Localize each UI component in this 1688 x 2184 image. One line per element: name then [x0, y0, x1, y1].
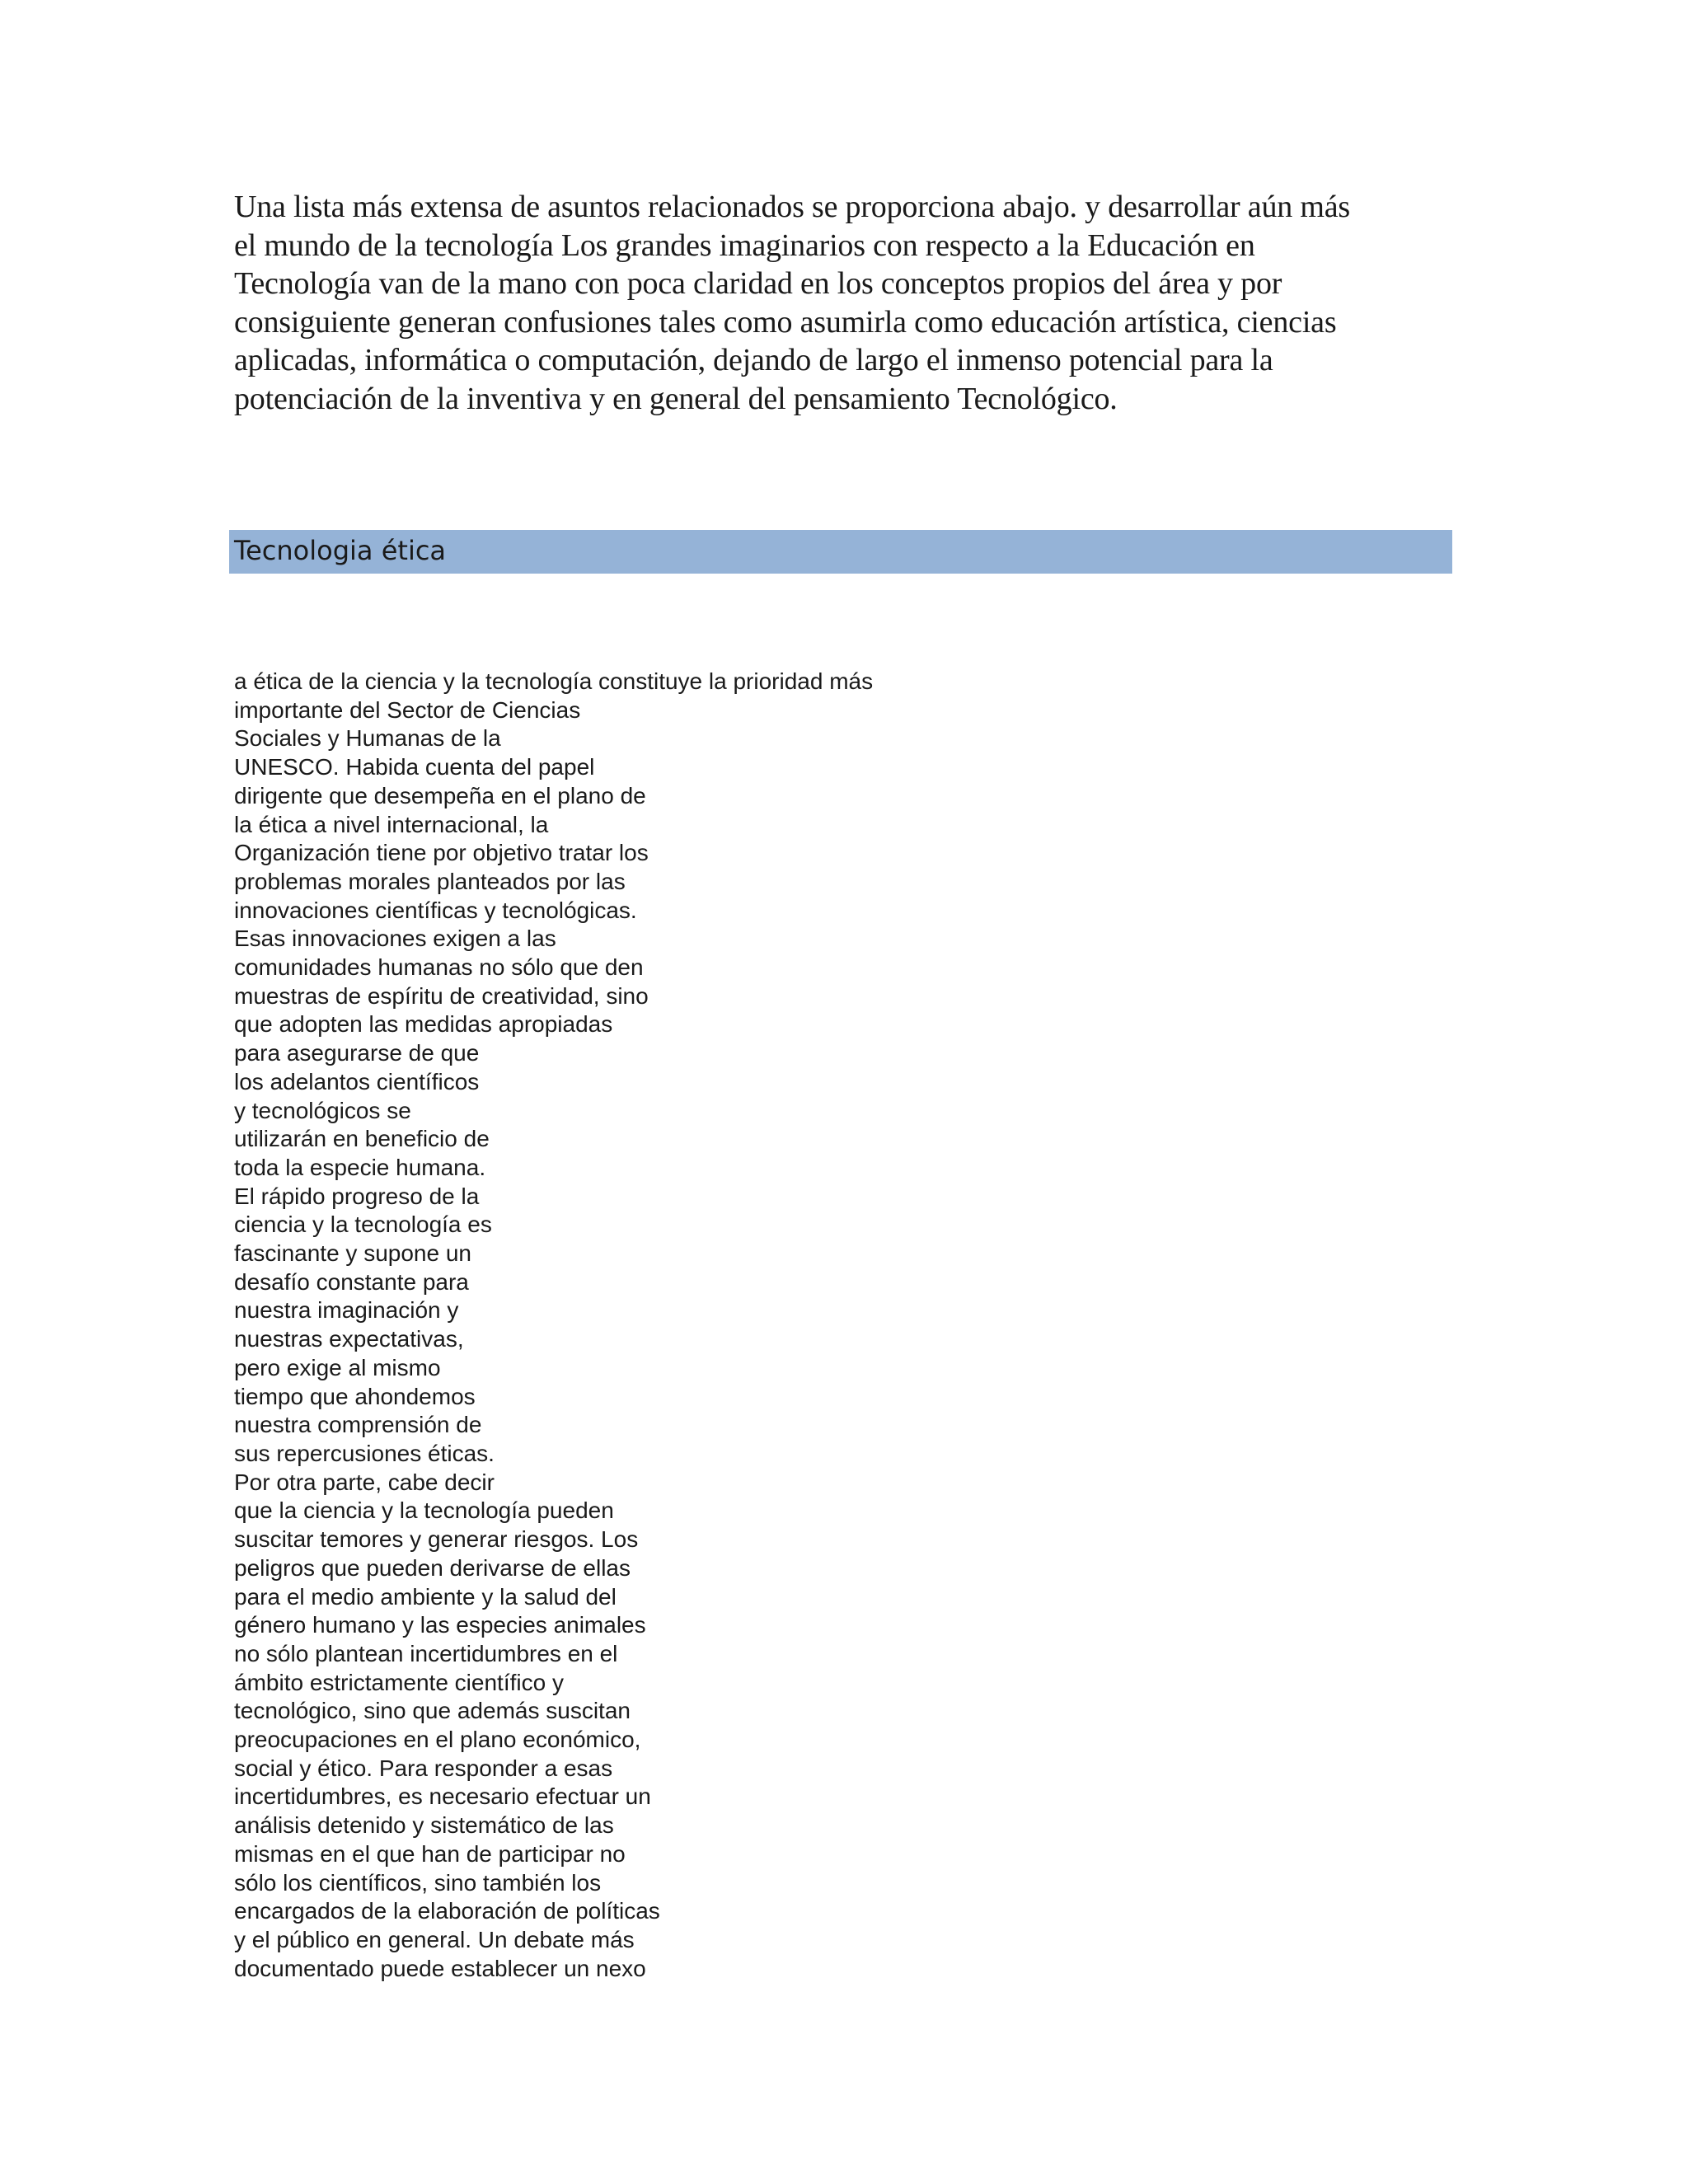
body-text-line: Sociales y Humanas de la [234, 725, 501, 752]
body-text-line: muestras de espíritu de creatividad, sino [234, 982, 649, 1009]
body-text-line: comunidades humanas no sólo que den [234, 954, 644, 981]
body-text-line: que adopten las medidas apropiadas [234, 1011, 613, 1038]
body-text-line: preocupaciones en el plano económico, [234, 1727, 641, 1753]
body-text-line: incertidumbres, es necesario efectuar un [234, 1783, 651, 1810]
body-text-line: mismas en el que han de participar no [234, 1840, 626, 1867]
body-text-line: El rápido progreso de la [234, 1183, 480, 1209]
body-text-line: UNESCO. Habida cuenta del papel [234, 754, 595, 780]
body-text-line: pero exige al mismo [234, 1354, 441, 1380]
body-text-line: para asegurarse de que [234, 1040, 480, 1066]
body-text-line: a ética de la ciencia y la tecnología constituye la prioridad más [234, 668, 874, 694]
body-text-line: documentado puede establecer un nexo [234, 1955, 646, 1981]
intro-text-line: consiguiente generan confusiones tales como asumirla como educación artística, ciencias [234, 304, 1337, 340]
intro-paragraph [234, 188, 1437, 418]
intro-text-line: el mundo de la tecnología Los grandes imaginarios con respecto a la Educación en [234, 227, 1255, 263]
body-text-line: toda la especie humana. [234, 1154, 486, 1180]
body-text-line: peligros que pueden derivarse de ellas [234, 1554, 631, 1581]
body-text-line: y el público en general. Un debate más [234, 1926, 635, 1952]
body-text-line: Esas innovaciones exigen a las [234, 926, 556, 952]
body-text-line: sus repercusiones éticas. [234, 1440, 495, 1466]
body-text-line: innovaciones científicas y tecnológicas. [234, 897, 637, 923]
section-title: Tecnologia ética [234, 535, 447, 566]
intro-text-line: Tecnología van de la mano con poca claridad en los conceptos propios del área y por [234, 266, 1282, 301]
body-text-line: tecnológico, sino que además suscitan [234, 1698, 631, 1724]
body-text-line: nuestras expectativas, [234, 1326, 464, 1352]
intro-text-line: Una lista más extensa de asuntos relacionados se proporciona abajo. y desarrollar aún más [234, 190, 1350, 224]
body-text-line: utilizarán en beneficio de [234, 1126, 490, 1152]
body-text-line: importante del Sector de Ciencias [234, 696, 581, 723]
body-text-line: y tecnológicos se [234, 1097, 411, 1123]
body-text-line: dirigente que desempeña en el plano de [234, 782, 646, 808]
body-paragraph [234, 668, 1058, 1983]
body-text-line: ciencia y la tecnología es [234, 1212, 492, 1238]
body-text-line: Organización tiene por objetivo tratar los [234, 840, 649, 866]
body-text-line: nuestra comprensión de [234, 1412, 482, 1438]
body-text-line: ámbito estrictamente científico y [234, 1669, 564, 1695]
body-text-line: problemas morales planteados por las [234, 868, 626, 894]
body-text-line: para el medio ambiente y la salud del [234, 1583, 617, 1610]
body-text-line: Por otra parte, cabe decir [234, 1469, 495, 1495]
body-text-line: no sólo plantean incertidumbres en el [234, 1640, 618, 1666]
section-heading-bar [229, 530, 1452, 574]
body-text-line: social y ético. Para responder a esas [234, 1755, 613, 1781]
body-text-line: análisis detenido y sistemático de las [234, 1812, 614, 1839]
body-text-line: sólo los científicos, sino también los [234, 1869, 602, 1896]
body-text-line: género humano y las especies animales [234, 1612, 646, 1638]
body-text-line: tiempo que ahondemos [234, 1383, 476, 1409]
body-text-line: encargados de la elaboración de políticas [234, 1898, 660, 1924]
body-text-line: los adelantos científicos [234, 1068, 480, 1094]
intro-text-line: potenciación de la inventiva y en general del pensamiento Tecnológico. [234, 381, 1118, 416]
intro-text-line: aplicadas, informática o computación, dejando de largo el inmenso potencial para la [234, 343, 1273, 377]
body-text-line: desafío constante para [234, 1268, 469, 1295]
body-text-line: la ética a nivel internacional, la [234, 811, 549, 837]
body-text-line: nuestra imaginación y [234, 1297, 459, 1324]
body-text-line: fascinante y supone un [234, 1240, 471, 1267]
body-text-line: suscitar temores y generar riesgos. Los [234, 1526, 639, 1553]
body-text-line: que la ciencia y la tecnología pueden [234, 1497, 614, 1524]
